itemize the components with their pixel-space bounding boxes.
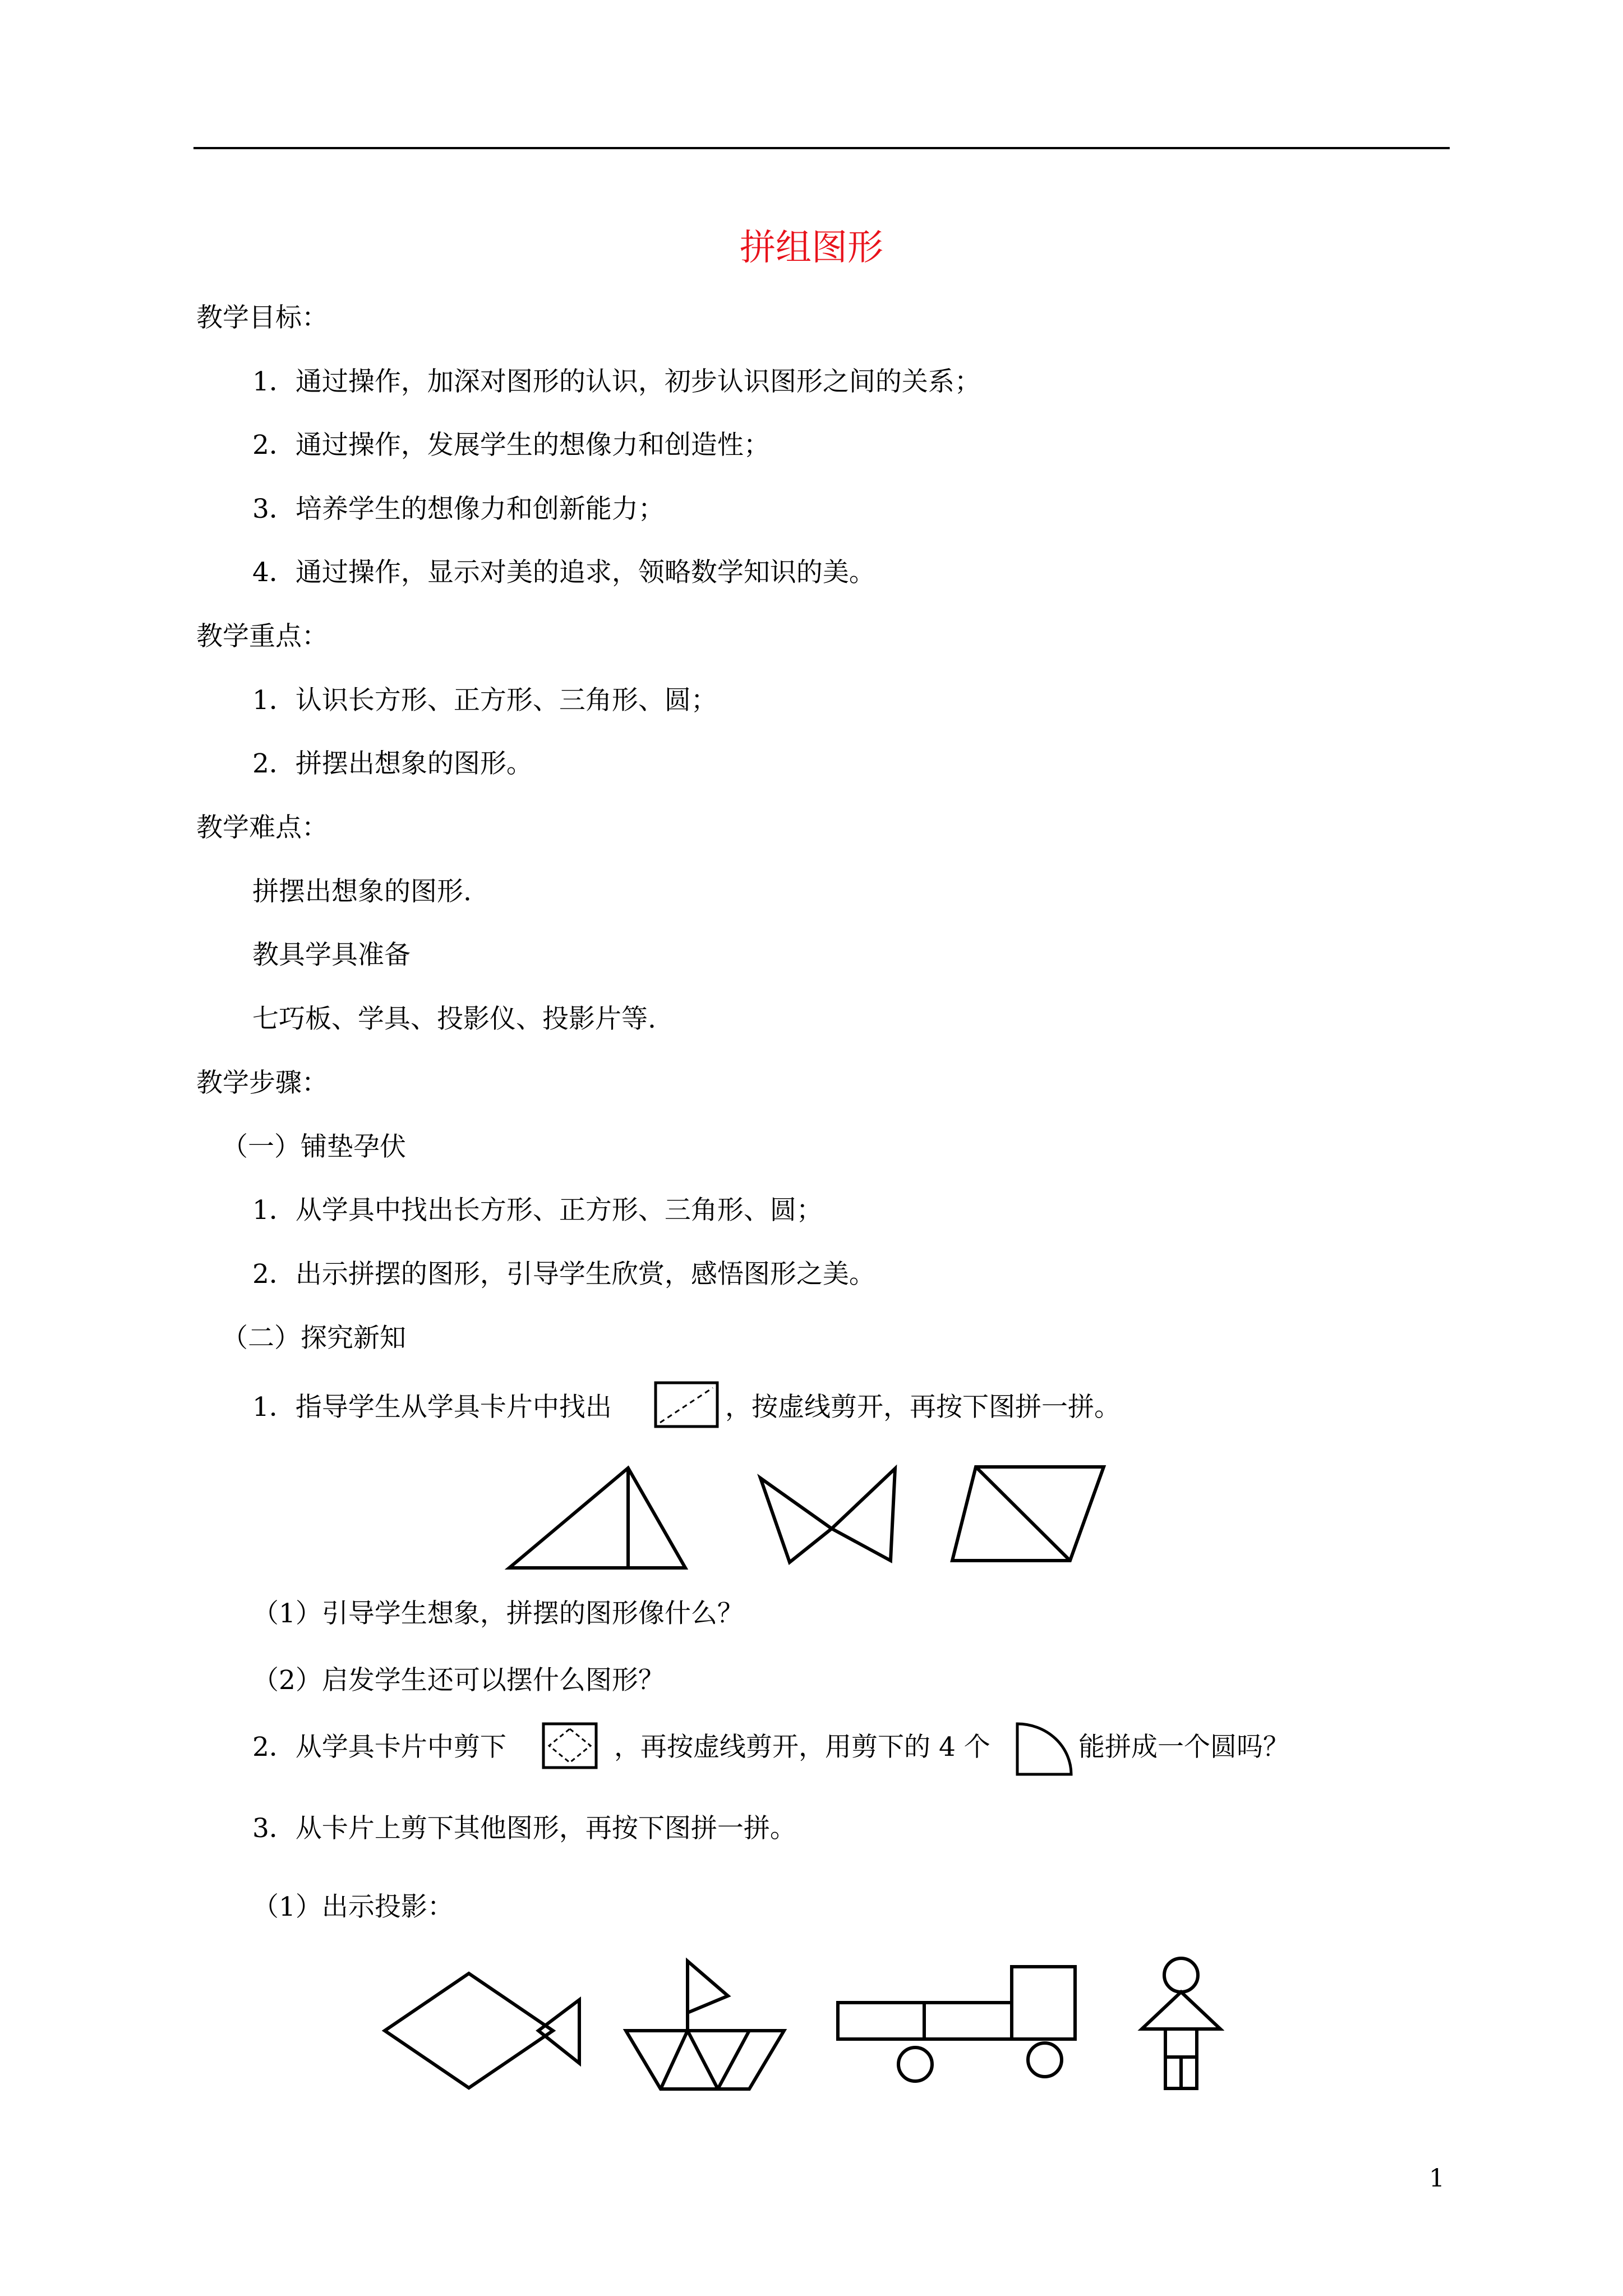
sailboat-figure [621, 1957, 790, 2094]
prep-heading: 教具学具准备 [252, 940, 411, 970]
square-with-dashed-circle-icon [541, 1721, 600, 1772]
key-point-item-1: 1．认识长方形、正方形、三角形、圆； [252, 685, 717, 716]
bowtie-figure [756, 1464, 902, 1568]
person-figure [1137, 1955, 1224, 2092]
difficulty-text: 拼摆出想象的图形. [252, 876, 472, 907]
prep-text: 七巧板、学具、投影仪、投影片等. [252, 1004, 656, 1034]
parallelogram-figure [948, 1462, 1110, 1569]
part2-heading: （二）探究新知 [222, 1323, 406, 1354]
objective-item-2: 2．通过操作，发展学生的想像力和创造性； [252, 430, 770, 461]
part2-sub-3: （1）出示投影： [252, 1892, 454, 1922]
part1-heading: （一）铺垫孕伏 [222, 1131, 406, 1162]
large-triangle-figure [505, 1461, 690, 1573]
part1-item-1: 1．从学具中找出长方形、正方形、三角形、圆； [252, 1195, 823, 1226]
part2-sub-1: （1）引导学生想象，拼摆的图形像什么？ [252, 1598, 744, 1629]
objectives-heading: 教学目标： [196, 302, 328, 333]
quarter-circle-icon [1014, 1719, 1076, 1778]
part2-sub-2: （2）启发学生还可以摆什么图形？ [252, 1665, 665, 1696]
part2-item-3: 3．从卡片上剪下其他图形，再按下图拼一拼。 [252, 1813, 796, 1844]
difficulties-heading: 教学难点： [196, 812, 328, 843]
page-number: 1 [1429, 2164, 1445, 2193]
objective-item-1: 1．通过操作，加深对图形的认识，初步认识图形之间的关系； [252, 366, 981, 397]
part2-item-1-after: ，按虚线剪开，再按下图拼一拼。 [725, 1392, 1121, 1423]
truck-figure [834, 1963, 1078, 2090]
part1-item-2: 2．出示拼摆的图形，引导学生欣赏，感悟图形之美。 [252, 1259, 875, 1290]
objective-item-3: 3．培养学生的想像力和创新能力； [252, 494, 665, 524]
header-rule [193, 147, 1450, 149]
steps-heading: 教学步骤： [196, 1068, 328, 1098]
part2-item-2-middle: ，再按虚线剪开，用剪下的 4 个 [614, 1732, 990, 1763]
fish-figure [380, 1969, 585, 2095]
part2-item-2-before: 2．从学具卡片中剪下 [252, 1732, 506, 1763]
key-point-item-2: 2．拼摆出想象的图形。 [252, 748, 533, 779]
part2-item-1-before: 1．指导学生从学具卡片中找出 [252, 1392, 612, 1423]
objective-item-4: 4．通过操作，显示对美的追求，领略数学知识的美。 [252, 557, 875, 588]
key-points-heading: 教学重点： [196, 621, 328, 652]
rectangle-diagonal-card-icon [653, 1380, 721, 1430]
part2-item-2-after: 能拼成一个圆吗？ [1078, 1732, 1289, 1763]
page-title: 拼组图形 [740, 227, 883, 269]
